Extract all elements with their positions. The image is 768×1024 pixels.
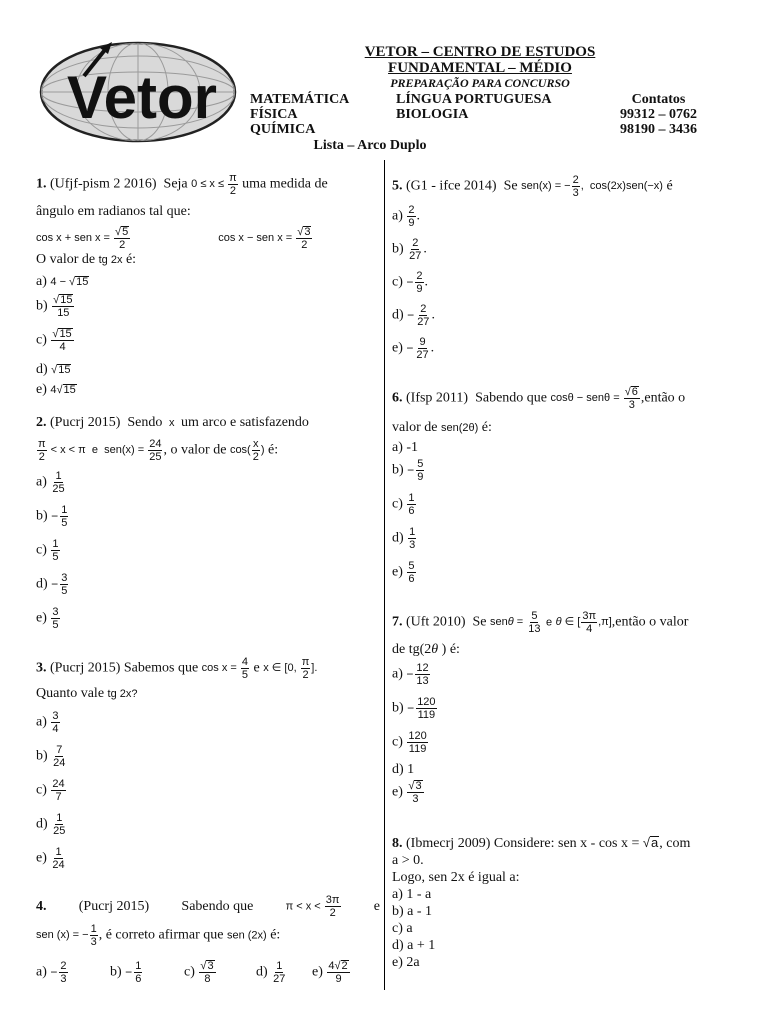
q3-option-a[interactable]: a) $\frac{3}{4}$ bbox=[36, 710, 59, 735]
q8-option-a[interactable]: a) 1 - a bbox=[392, 887, 432, 902]
q8-option-c[interactable]: c) a bbox=[392, 921, 413, 936]
q4-stem: 4. (Pucrj 2015) Sabendo que π < x < $\frac{3\pi}{2}$ e bbox=[36, 894, 380, 919]
q4-option-a[interactable]: a) − $\frac{2}{3}$ bbox=[36, 960, 67, 985]
q7-option-d[interactable]: d) 1 bbox=[392, 762, 415, 777]
question-2 bbox=[36, 414, 380, 463]
contacts bbox=[620, 92, 697, 137]
q8-line2: a > 0. bbox=[392, 853, 424, 868]
q1-number: 1. bbox=[36, 176, 47, 192]
subjects-col1 bbox=[250, 92, 349, 137]
question-4 bbox=[36, 894, 380, 948]
q5-option-e[interactable]: e) − $\frac{9}{27}$ . bbox=[392, 336, 435, 361]
contacts-label: Contatos bbox=[631, 92, 686, 107]
q4-option-d[interactable]: d) $\frac{1}{27}$ bbox=[256, 960, 286, 985]
q8-option-e[interactable]: e) 2a bbox=[392, 955, 420, 970]
q7-option-c[interactable]: c) $\frac{120}{119}$ bbox=[392, 730, 427, 755]
q6-option-b[interactable]: b) − $\frac{5}{9}$ bbox=[392, 458, 424, 483]
subject-fis: FÍSICA bbox=[250, 107, 298, 122]
q5-option-b[interactable]: b) $\frac{2}{27}$ . bbox=[392, 237, 427, 262]
q1-option-c[interactable]: c) $\frac{√15}{4}$ bbox=[36, 328, 72, 353]
question-7 bbox=[392, 610, 736, 658]
q6-option-d[interactable]: d) $\frac{1}{3}$ bbox=[392, 526, 416, 551]
q3-option-d[interactable]: d) $\frac{1}{25}$ bbox=[36, 812, 66, 837]
q2-option-d[interactable]: d) − $\frac{3}{5}$ bbox=[36, 572, 68, 597]
q7-option-e[interactable]: e) $\frac{√3}{3}$ bbox=[392, 780, 422, 805]
q3-option-b[interactable]: b) $\frac{7}{24}$ bbox=[36, 744, 66, 769]
subjects-col2 bbox=[396, 92, 551, 122]
q2-option-e[interactable]: e) $\frac{3}{5}$ bbox=[36, 606, 59, 631]
school-subtitle: FUNDAMENTAL – MÉDIO bbox=[388, 60, 572, 76]
vetor-logo bbox=[38, 40, 238, 144]
q1-stem: 1. (Ufjf-pism 2 2016) Seja 0 ≤ x ≤ $\frac{\pi}{2}$ uma medida de bbox=[36, 172, 328, 197]
school-title: VETOR – CENTRO DE ESTUDOS bbox=[364, 44, 596, 60]
question-6 bbox=[392, 386, 736, 437]
q7-option-b[interactable]: b) − $\frac{120}{119}$ bbox=[392, 696, 436, 721]
q6-option-e[interactable]: e) $\frac{5}{6}$ bbox=[392, 560, 415, 585]
q4-option-e[interactable]: e) $\frac{4√2}{9}$ bbox=[312, 960, 348, 985]
question-8 bbox=[392, 834, 736, 971]
subject-mat: MATEMÁTICA bbox=[250, 92, 350, 107]
q5-option-c[interactable]: c) − $\frac{2}{9}$ . bbox=[392, 270, 429, 295]
q6-stem: 6. (Ifsp 2011) Sabendo que cosθ − senθ = $\frac{√6}{3}$ ,então o bbox=[392, 386, 686, 411]
q8-option-b[interactable]: b) a - 1 bbox=[392, 904, 433, 919]
q1-t1: Seja bbox=[163, 176, 188, 192]
q7-stem: 7. (Uft 2010) Se senθ = $\frac{5}{13}$ e θ ∈ [ $\frac{3\pi}{4}$ ,π],então o valor bbox=[392, 610, 689, 635]
q1-t2: uma medida de bbox=[242, 176, 328, 192]
q7-option-a[interactable]: a) − $\frac{12}{13}$ bbox=[392, 662, 429, 687]
q1-option-e[interactable]: e) 4√15 bbox=[36, 382, 76, 397]
q1-equations: cos x + sen x = $\frac{√5}{2}$ cos x − sen x = $\frac{√3}{2}$ bbox=[36, 226, 311, 251]
q1-option-b[interactable]: b) $\frac{√15}{15}$ bbox=[36, 294, 73, 319]
q7-line2: de tg(2θ ) é: bbox=[392, 642, 460, 657]
school-prep: PREPARAÇÃO PARA CONCURSO bbox=[390, 76, 570, 90]
q2-stem: 2. (Pucrj 2015) Sendo x um arco e satisfazendo bbox=[36, 415, 309, 430]
q1-source: (Ufjf-pism 2 2016) bbox=[50, 176, 157, 192]
question-3 bbox=[36, 656, 380, 703]
q1-option-d[interactable]: d) √15 bbox=[36, 362, 71, 377]
q3-option-c[interactable]: c) $\frac{24}{7}$ bbox=[36, 778, 65, 803]
q8-stem: 8. (Ibmecrj 2009) Considere: sen x - cos x = √a, com bbox=[392, 835, 691, 851]
q1-line4: O valor de tg 2x é: bbox=[36, 252, 137, 267]
phone-2: 98190 – 3436 bbox=[620, 122, 697, 137]
q1-line2: ângulo em radianos tal que: bbox=[36, 204, 191, 219]
phone-1: 99312 – 0762 bbox=[620, 107, 697, 122]
column-divider bbox=[384, 160, 385, 990]
question-5: 5. (G1 - ifce 2014) Se sen(x) = − $\frac{2}{3}$ , cos(2x)sen(−x) é bbox=[392, 174, 673, 199]
q4-line2: sen (x) = − $\frac{1}{3}$ , é correto afirmar que sen (2x) é: bbox=[36, 923, 281, 948]
q2-option-b[interactable]: b) − $\frac{1}{5}$ bbox=[36, 504, 68, 529]
subject-bio: BIOLOGIA bbox=[396, 107, 469, 122]
svg-text:Vetor: Vetor bbox=[66, 64, 218, 131]
q6-option-c[interactable]: c) $\frac{1}{6}$ bbox=[392, 492, 415, 517]
q2-condition: $\frac{\pi}{2}$ < x < π e sen(x) = $\frac{24}{25}$ , o valor de cos( $\frac{x}{2}$ ) é: bbox=[38, 438, 279, 463]
q2-option-c[interactable]: c) $\frac{1}{5}$ bbox=[36, 538, 59, 563]
q5-option-a[interactable]: a) $\frac{2}{9}$ . bbox=[392, 204, 421, 229]
q8-line3: Logo, sen 2x é igual a: bbox=[392, 870, 520, 885]
subject-qui: QUÍMICA bbox=[250, 122, 316, 137]
q6-line2: valor de sen(2θ) é: bbox=[392, 420, 492, 435]
q3-line2: Quanto vale tg 2x? bbox=[36, 686, 138, 701]
q5-option-d[interactable]: d) − $\frac{2}{27}$ . bbox=[392, 303, 435, 328]
q3-stem: 3. (Pucrj 2015) Sabemos que cos x = $\frac{4}{5}$ e x ∈ [0, $\frac{\pi}{2}$ ]. bbox=[36, 656, 318, 681]
q2-option-a[interactable]: a) $\frac{1}{25}$ bbox=[36, 470, 65, 495]
q8-option-d[interactable]: d) a + 1 bbox=[392, 938, 436, 953]
question-1 bbox=[36, 172, 380, 269]
q6-option-a[interactable]: a) -1 bbox=[392, 440, 419, 455]
q3-option-e[interactable]: e) $\frac{1}{24}$ bbox=[36, 846, 65, 871]
list-title: Lista – Arco Duplo bbox=[313, 138, 427, 153]
subject-port: LÍNGUA PORTUGUESA bbox=[396, 92, 552, 107]
q4-option-c[interactable]: c) $\frac{√3}{8}$ bbox=[184, 960, 214, 985]
q4-option-b[interactable]: b) − $\frac{1}{6}$ bbox=[110, 960, 142, 985]
q1-option-a[interactable]: a) 4 − √15 bbox=[36, 274, 89, 289]
